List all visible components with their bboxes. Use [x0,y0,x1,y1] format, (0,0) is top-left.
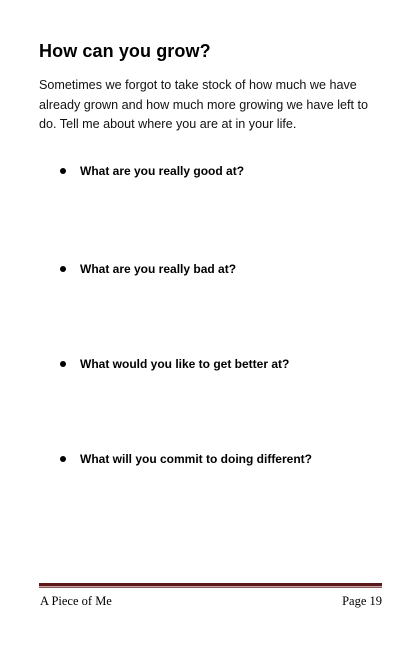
bullet-icon [60,456,66,462]
bullet-icon [60,168,66,174]
question-item [60,262,236,276]
question-text: What would you like to get better at? [80,357,290,371]
question-text: What are you really good at? [80,164,245,178]
question-item [60,357,289,371]
question-item [60,164,244,178]
bullet-icon [60,361,66,367]
question-text: What are you really bad at? [80,262,237,276]
footer-divider [39,583,382,588]
section-heading: How can you grow? [39,41,211,61]
question-text: What will you commit to doing different? [80,452,312,466]
page-number: Page 19 [342,594,382,608]
bullet-icon [60,266,66,272]
footer-title: A Piece of Me [40,594,112,608]
intro-paragraph: Sometimes we forgot to take stock of how much we have already grown and how much more growing we have left to do. Tell me about where you are at in your life. [39,78,369,131]
question-item [60,452,312,466]
